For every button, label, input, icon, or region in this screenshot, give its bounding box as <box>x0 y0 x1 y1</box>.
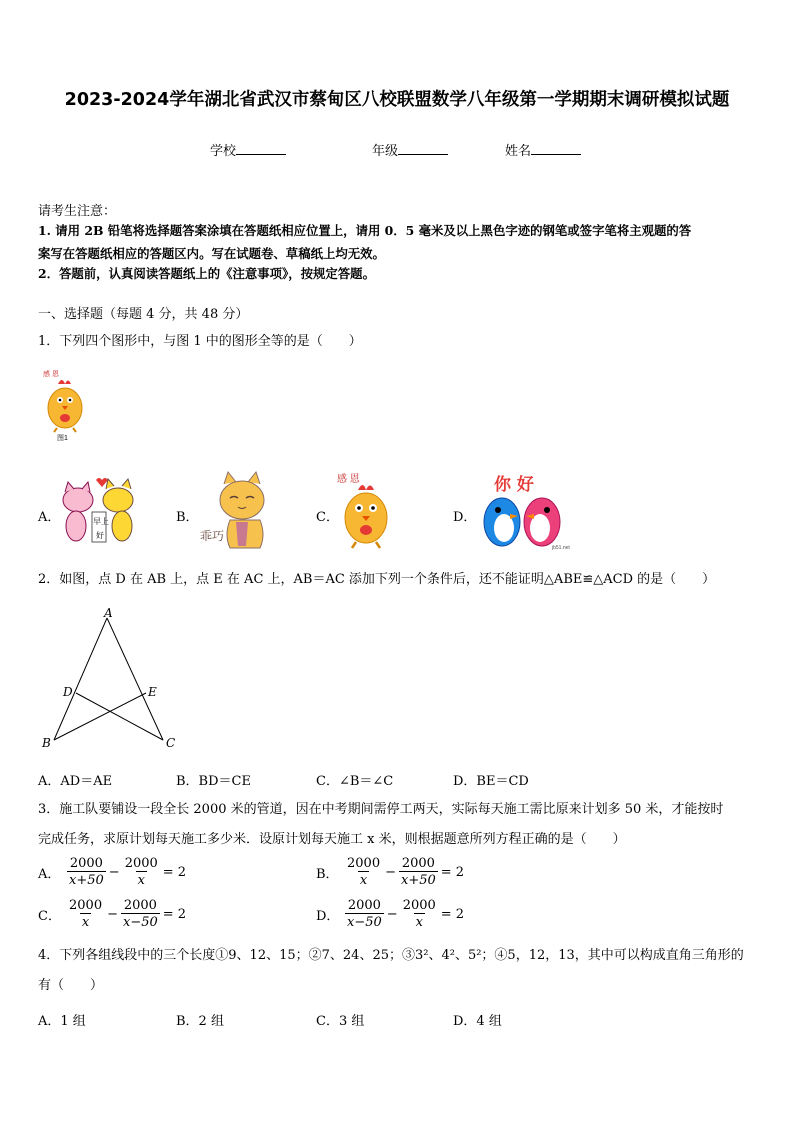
notice-heading: 请考生注意： <box>38 204 117 219</box>
point-b-label: B <box>42 736 51 750</box>
q1-option-d-label[interactable]: D． <box>453 510 477 525</box>
pink-cat-body <box>66 511 86 541</box>
point-e-label: E <box>148 685 157 699</box>
q4-option-b[interactable]: B．2 组 <box>176 1014 224 1029</box>
q1-option-c-label[interactable]: C． <box>316 510 339 525</box>
q1-option-a-label[interactable]: A． <box>38 510 61 525</box>
q1-option-c-chick-image[interactable] <box>336 470 396 552</box>
segment-ab <box>54 618 107 740</box>
q2-option-c[interactable]: C．∠B＝∠C <box>316 774 394 789</box>
morning-sign-text-top: 早上 <box>93 517 109 526</box>
fraction: $\frac{2000}{x-50}$ <box>123 898 158 930</box>
fraction: $\frac{2000}{x}$ <box>124 856 158 888</box>
good-kid-label: 乖巧 <box>200 529 225 543</box>
q4-option-a[interactable]: A．1 组 <box>38 1014 86 1029</box>
school-field: 学校 <box>210 140 286 159</box>
figure1-chick-image <box>40 366 90 442</box>
page-title: 2023-2024学年湖北省武汉市蔡甸区八校联盟数学八年级第一学期期末调研模拟试题 <box>64 90 730 110</box>
q1-option-b-label[interactable]: B． <box>176 510 199 525</box>
q2-option-d[interactable]: D．BE＝CD <box>453 774 529 789</box>
q1-option-a-cats-image[interactable] <box>56 470 140 550</box>
hello-label: 你 好 <box>494 475 534 495</box>
grade-blank <box>398 142 448 155</box>
segment-cd <box>76 693 163 740</box>
q4-option-d[interactable]: D．4 组 <box>453 1014 502 1029</box>
point-c-label: C <box>166 736 176 750</box>
q2-option-a[interactable]: A．AD＝AE <box>38 774 113 789</box>
grade-field: 年级 <box>372 140 448 159</box>
name-blank <box>531 142 581 155</box>
figure1-thanks-label: 感 恩 <box>43 371 59 378</box>
yellow-cat-body <box>112 511 132 541</box>
q2-option-b[interactable]: B．BD＝CE <box>176 774 251 789</box>
q4-stem-line1: 4．下列各组线段中的三个长度①9、12、15；②7、24、25；③3²、4²、5²；④5，12，13，其中可以构成直角三角形的 <box>38 948 744 963</box>
q1-stem: 1．下列四个图形中，与图 1 中的图形全等的是（ ） <box>38 334 362 349</box>
q3-stem-line1: 3．施工队要铺设一段全长 2000 米的管道，因在中考期间需停工两天，实际每天施工需比原来计划多 50 米，才能按时 <box>38 802 724 817</box>
notice-item2: 2．答题前，认真阅读答题纸上的《注意事项》，按规定答题。 <box>38 266 375 281</box>
cat-head <box>220 481 264 519</box>
watermark-text: jb51.net <box>552 545 570 551</box>
chick-heart <box>360 525 372 535</box>
chick-heart <box>60 414 70 422</box>
segment-ac <box>107 618 163 740</box>
school-blank <box>236 142 286 155</box>
q3-option-a[interactable]: A． $\frac{2000}{x+50}$ − $\frac{2000}{x}$ = 2 <box>38 856 187 888</box>
section1-heading: 一、选择题（每题 4 分，共 48 分） <box>38 307 249 322</box>
morning-sign-text-bottom: 好 <box>96 531 104 540</box>
q2-triangle-diagram <box>36 604 186 756</box>
comb-shape <box>358 485 374 490</box>
name-field: 姓名 <box>505 140 581 159</box>
point-d-label: D <box>63 685 73 699</box>
q2-stem: 2．如图，点 D 在 AB 上，点 E 在 AC 上，AB＝AC 添加下列一个条件后，还不能证明△ABE≌△ACD 的是（ ） <box>38 572 716 587</box>
q3-option-c[interactable]: C． $\frac{2000}{x}$ − $\frac{2000}{x-50}$ = 2 <box>38 898 187 930</box>
q3-option-b[interactable]: B． $\frac{2000}{x}$ − $\frac{2000}{x+50}$ = 2 <box>316 856 465 888</box>
fraction: $\frac{2000}{x+50}$ <box>401 856 436 888</box>
q3-option-d[interactable]: D． $\frac{2000}{x-50}$ − $\frac{2000}{x}$ = 2 <box>316 898 465 930</box>
fraction: $\frac{2000}{x}$ <box>69 898 103 930</box>
comb-shape <box>58 380 71 384</box>
q4-option-c[interactable]: C．3 组 <box>316 1014 365 1029</box>
notice-item1-line2: 案写在答题纸相应的答题区内。写在试题卷、草稿纸上均无效。 <box>38 246 385 261</box>
figure1-caption: 图1 <box>57 435 68 442</box>
thanks-label: 感 恩 <box>337 474 360 485</box>
fraction: $\frac{2000}{x+50}$ <box>69 856 104 888</box>
pink-cat-head <box>63 488 93 512</box>
segment-be <box>54 693 146 740</box>
q3-stem-line2: 完成任务，求原计划每天施工多少米．设原计划每天施工 x 米，则根据题意所列方程正确的是（ ） <box>38 832 626 847</box>
fraction: $\frac{2000}{x-50}$ <box>347 898 382 930</box>
fraction: $\frac{2000}{x}$ <box>402 898 436 930</box>
fraction: $\frac{2000}{x}$ <box>347 856 381 888</box>
yellow-cat-head <box>103 488 133 512</box>
point-a-label: A <box>104 606 113 620</box>
notice-item1-line1: 1. 请用 2B 铅笔将选择题答案涂填在答题纸相应位置上，请用 0．5 毫米及以上黑色字迹的钢笔或签字笔将主观题的答 <box>38 223 692 238</box>
q1-option-b-cat-image[interactable] <box>196 470 288 554</box>
q1-option-d-penguins-image[interactable] <box>472 470 578 552</box>
q4-stem-line2: 有（ ） <box>38 978 104 993</box>
